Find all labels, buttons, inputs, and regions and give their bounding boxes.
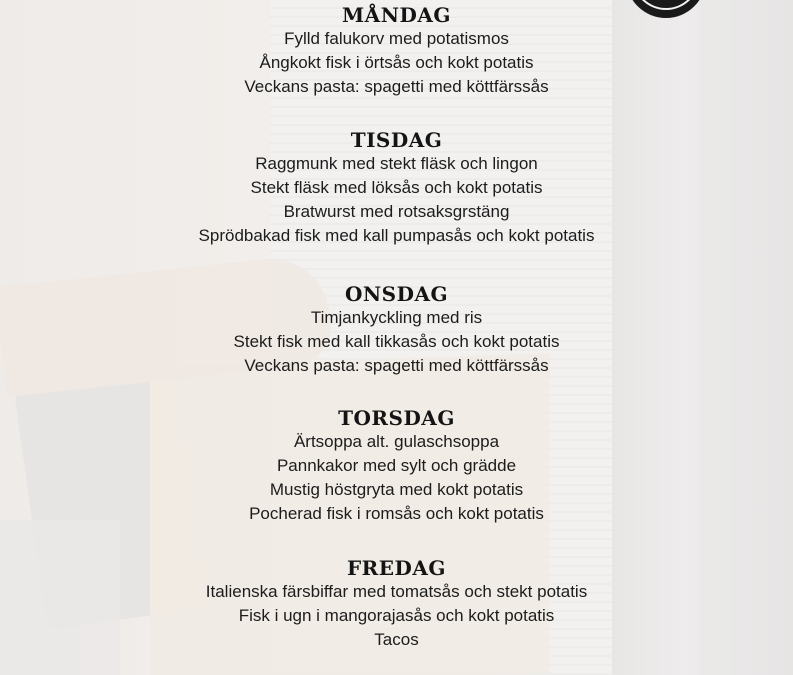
dish-item: Pocherad fisk i romsås och kokt potatis bbox=[249, 504, 544, 523]
logo-text bbox=[626, 0, 706, 1]
dish-item: Bratwurst med rotsaksgrstäng bbox=[283, 202, 510, 221]
dish-item: Sprödbakad fisk med kall pumpasås och kokt potatis bbox=[198, 226, 595, 245]
day-title: MÅNDAG bbox=[342, 3, 451, 27]
dish-item: Pannkakor med sylt och grädde bbox=[276, 456, 517, 475]
dish-item: Stekt fisk med kall tikkasås och kokt potatis bbox=[233, 332, 560, 351]
day-thursday bbox=[0, 406, 793, 526]
dish-item: Stekt fläsk med löksås och kokt potatis bbox=[250, 178, 543, 197]
dish-item: Raggmunk med stekt fläsk och lingon bbox=[255, 154, 538, 173]
dish-item: Tacos bbox=[374, 630, 419, 649]
dish-item: Fylld falukorv med potatismos bbox=[284, 29, 509, 48]
dish-item: Ångkokt fisk i örtsås och kokt potatis bbox=[259, 53, 534, 72]
day-monday bbox=[0, 3, 793, 99]
dish-item: Fisk i ugn i mangorajasås och kokt potatis bbox=[238, 606, 555, 625]
day-title: TORSDAG bbox=[338, 406, 455, 430]
dish-item: Ärtsoppa alt. gulaschsoppa bbox=[293, 432, 500, 451]
day-friday bbox=[0, 556, 793, 652]
dish-item: Mustig höstgryta med kokt potatis bbox=[269, 480, 524, 499]
dish-item: Veckans pasta: spagetti med köttfärssås bbox=[244, 77, 549, 96]
day-title: TISDAG bbox=[350, 128, 443, 152]
day-wednesday bbox=[0, 282, 793, 378]
day-tuesday bbox=[0, 128, 793, 248]
day-title: ONSDAG bbox=[344, 282, 449, 306]
dish-item: Timjankyckling med ris bbox=[310, 308, 483, 327]
dish-item: Veckans pasta: spagetti med köttfärssås bbox=[244, 356, 549, 375]
day-title: FREDAG bbox=[346, 556, 446, 580]
dish-item: Italienska färsbiffar med tomatsås och stekt potatis bbox=[205, 582, 588, 601]
